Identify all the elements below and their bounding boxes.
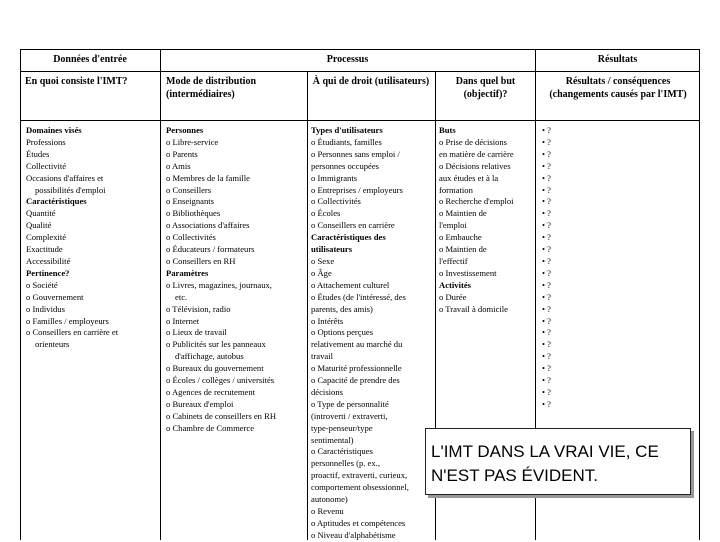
list-item: o Collectivités (166, 232, 216, 243)
list-item: sentimental) (311, 434, 354, 445)
list-item: o Société (26, 279, 58, 290)
column-divider-1 (160, 49, 161, 540)
list-item: o Conseillers en carrière et (26, 327, 119, 338)
callout-line-1: L'IMT DANS LA VRAI VIE, CE (431, 442, 659, 461)
subheader-divider (20, 120, 700, 121)
list-item: Paramètres (166, 267, 209, 278)
list-item: Types d'utilisateurs (311, 125, 383, 135)
list-item: o Options perçues (311, 327, 374, 338)
list-item: o Capacité de prendre des (311, 375, 400, 386)
list-item: o Bureaux du gouvernement (166, 363, 264, 374)
list-item: Occasions d'affaires et (26, 172, 104, 183)
list-item: • ? (542, 351, 551, 362)
list-item: o Libre-service (166, 136, 219, 147)
list-item: o Lieux de travail (166, 327, 227, 338)
list-item: o Étudiants, familles (311, 136, 382, 147)
list-item: o Collectivités (311, 196, 361, 207)
list-item: o Maturité professionnelle (311, 363, 402, 374)
list-item: personnes occupées (311, 160, 380, 171)
list-item: o Personnes sans emploi / (311, 148, 400, 159)
list-item: Exactitude (26, 244, 63, 255)
list-item: Domaines visés (26, 125, 82, 135)
list-item: • ? (542, 291, 551, 302)
list-item: parents, des amis) (311, 303, 373, 314)
list-item: • ? (542, 220, 551, 231)
header-process: Processus (326, 54, 369, 65)
list-item: • ? (542, 208, 551, 219)
list-item: o Agences de recrutement (166, 386, 256, 397)
list-item: o Éducateurs / formateurs (166, 244, 255, 255)
list-item: o Revenu (311, 506, 344, 516)
column-outcomes-list (542, 125, 582, 411)
list-item: l'effectif (439, 255, 468, 266)
column-divider-2 (307, 71, 308, 540)
list-item: (introverti / extraverti, (311, 410, 388, 421)
list-item: Pertinence? (26, 267, 70, 278)
list-item: o Durée (439, 291, 467, 302)
list-item: Activités (439, 279, 471, 290)
subheader-outcomes: Résultats / conséquences (changements causés par l'IMT) (549, 76, 687, 100)
list-item: Complexité (26, 232, 67, 243)
list-item: • ? (542, 279, 551, 290)
table-border-left (20, 49, 21, 540)
list-item: o Travail à domicile (439, 303, 508, 314)
list-item: o Type de personnalité (311, 398, 389, 409)
list-item: • ? (542, 386, 551, 397)
list-item: o Recherche d'emploi (439, 196, 514, 207)
table-border-top (20, 49, 700, 50)
list-item: o Investissement (439, 267, 497, 278)
list-item: relativement au marché du (311, 339, 403, 350)
list-item: o Écoles (311, 208, 341, 219)
list-item: travail (311, 351, 333, 362)
table-border-right (699, 49, 700, 540)
list-item: • ? (542, 363, 551, 374)
list-item: • ? (542, 244, 551, 255)
column-users-list (311, 125, 434, 542)
list-item: o Maintien de (439, 244, 487, 255)
callout-line-2: N'EST PAS ÉVIDENT. (431, 466, 598, 485)
header-divider (20, 71, 700, 72)
list-item: Quantité (26, 208, 56, 219)
list-item: o Amis (166, 160, 191, 171)
list-item: o Intérêts (311, 315, 344, 326)
header-inputs: Données d'entrée (53, 54, 127, 65)
list-item: Caractéristiques (26, 196, 87, 207)
subheader-users: À qui de droit (utilisateurs) (312, 76, 430, 87)
list-item: formation (439, 184, 473, 195)
list-item: o Bibliothèques (166, 208, 221, 219)
list-item: • ? (542, 136, 551, 147)
list-item: o Publicités sur les panneaux (166, 339, 266, 350)
list-item: utilisateurs (311, 244, 353, 255)
list-item: o Membres de la famille (166, 172, 250, 183)
list-item: Personnes (166, 125, 204, 135)
list-item: o Aptitudes et compétences (311, 517, 406, 528)
list-item: o Décisions relatives (439, 160, 511, 171)
list-item: o Entreprises / employeurs (311, 184, 403, 195)
list-item: • ? (542, 172, 551, 183)
list-item: • ? (542, 315, 551, 326)
list-item: aux études et à la (439, 172, 499, 183)
list-item: • ? (542, 375, 551, 386)
list-item: o Bureaux d'emploi (166, 398, 234, 409)
list-item: Accessibilité (26, 255, 71, 266)
list-item: personnelles (p. ex., (311, 458, 380, 469)
callout-box (425, 428, 691, 495)
list-item: o Parents (166, 148, 198, 159)
list-item: Qualité (26, 220, 52, 231)
list-item: o Télévision, radio (166, 303, 231, 314)
list-item: • ? (542, 398, 551, 409)
list-item: d'affichage, autobus (175, 351, 244, 362)
list-item: o Livres, magazines, journaux, (166, 279, 272, 290)
list-item: o Embauche (439, 232, 482, 243)
list-item: o Associations d'affaires (166, 220, 250, 231)
list-item: comportement obsessionnel, (311, 482, 409, 493)
list-item: • ? (542, 339, 551, 350)
header-results: Résultats (597, 54, 638, 65)
list-item: etc. (175, 291, 188, 302)
column-inputs-list (26, 125, 158, 351)
list-item: o Chambre de Commerce (166, 422, 255, 433)
list-item: o Écoles / collèges / universités (166, 375, 275, 386)
list-item: • ? (542, 184, 551, 195)
list-item: • ? (542, 148, 551, 159)
list-item: o Maintien de (439, 208, 487, 219)
list-item: possibilités d'emploi (35, 184, 106, 195)
list-item: o Conseillers en RH (166, 255, 236, 266)
list-item: o Gouvernement (26, 291, 84, 302)
list-item: o Sexe (311, 255, 335, 266)
list-item: Professions (26, 136, 66, 147)
list-item: Études (26, 148, 50, 159)
list-item: en matière de carrière (439, 148, 514, 159)
list-item: o Caractéristiques (311, 446, 373, 457)
list-item: • ? (542, 327, 551, 338)
list-item: • ? (542, 267, 551, 278)
list-item: o Familles / employeurs (26, 315, 109, 326)
list-item: o Prise de décisions (439, 136, 508, 147)
list-item: • ? (542, 255, 551, 266)
list-item: • ? (542, 232, 551, 243)
list-item: o Internet (166, 315, 200, 326)
list-item: o Immigrants (311, 172, 358, 183)
list-item: o Attachement culturel (311, 279, 390, 290)
list-item: o Âge (311, 267, 332, 278)
list-item: • ? (542, 160, 551, 171)
list-item: o Études (de l'intéressé, des (311, 291, 406, 302)
list-item: l'emploi (439, 220, 467, 231)
list-item: • ? (542, 303, 551, 314)
subheader-objective: Dans quel but (objectif)? (455, 76, 516, 100)
list-item: autonome) (311, 494, 348, 505)
list-item: orienteurs (35, 339, 70, 350)
column-objective-list (439, 125, 534, 316)
list-item: Collectivité (26, 160, 67, 171)
list-item: décisions (311, 386, 343, 397)
list-item: • ? (542, 125, 551, 135)
column-distribution-list (166, 125, 306, 435)
list-item: Caractéristiques des (311, 232, 386, 243)
list-item: o Cabinets de conseillers en RH (166, 410, 277, 421)
list-item: o Conseillers en carrière (311, 220, 395, 231)
subheader-what-is-lmi: En quoi consiste l'IMT? (25, 76, 128, 87)
list-item: Buts (439, 125, 456, 135)
list-item: o Niveau d'alphabétisme (311, 529, 396, 540)
list-item: • ? (542, 196, 551, 207)
subheader-distribution: Mode de distribution (intermédiaires) (166, 76, 257, 100)
list-item: o Enseignants (166, 196, 214, 207)
list-item: type-penseur/type (311, 422, 373, 433)
list-item: proactif, extraverti, curieux, (311, 470, 408, 481)
list-item: o Individus (26, 303, 65, 314)
list-item: o Conseillers (166, 184, 212, 195)
